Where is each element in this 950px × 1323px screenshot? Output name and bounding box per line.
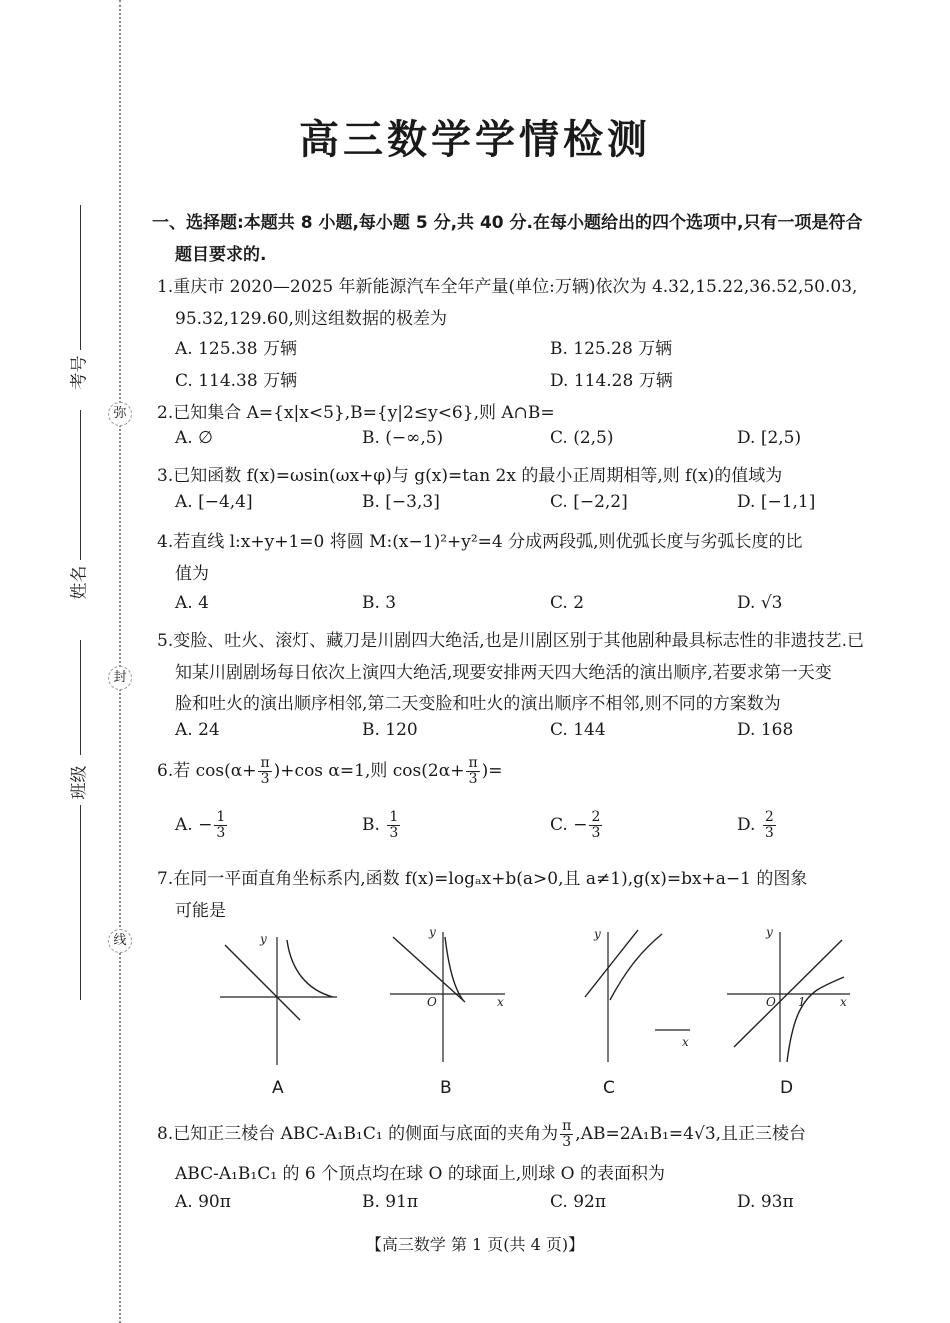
svg-text:y: y [594,927,601,941]
page-footer: 【高三数学 第 1 页(共 4 页)】 [365,1235,585,1254]
q1-stem-line1: 1.重庆市 2020—2025 年新能源汽车全年产量(单位:万辆)依次为 4.32,15.22,36.52,50.03, [157,277,858,297]
q5-stem-line3: 脸和吐火的演出顺序相邻,第二天变脸和吐火的演出顺序不相邻,则不同的方案数为 [175,694,781,714]
seal-mark-xian: 线 [108,929,132,953]
q7-graph-b-label: B [440,1078,452,1098]
q8-option-c: C. 92π [550,1192,607,1212]
q5-option-b: B. 120 [362,720,418,740]
q5-stem-line1: 5.变脸、吐火、滚灯、藏刀是川剧四大绝活,也是川剧区别于其他剧种最具标志性的非遗技艺.已 [157,631,865,651]
q7-graph-a-label: A [272,1078,284,1098]
q2-stem: 2.已知集合 A={x|x<5},B={y|2≤y<6},则 A∩B= [157,403,555,423]
class-line [80,640,81,755]
q7-graph-b [385,922,510,1067]
q2-option-b: B. (−∞,5) [362,428,444,448]
binding-dotted-line [119,0,121,1323]
q8-option-b: B. 91π [362,1192,419,1212]
q2-option-a: A. ∅ [175,428,213,448]
q3-stem: 3.已知函数 f(x)=ωsin(ωx+φ)与 g(x)=tan 2x 的最小正周期相等,则 f(x)的值域为 [157,466,783,486]
q7-graph-c-label: C [603,1078,615,1098]
svg-text:O: O [766,995,776,1009]
page-title: 高三数学学情检测 [299,117,651,163]
seal-mark-mi: 弥 [108,402,132,426]
q8-stem-line1: 8.已知正三棱台 ABC-A₁B₁C₁ 的侧面与底面的夹角为 $\frac{\pi}{3}$ ,AB=2A₁B₁=4√3,且正三棱台 [157,1118,807,1150]
q6-stem-post: )= [481,761,503,781]
q6-option-b: B. $\frac{1}{3}$ [362,809,399,841]
q6-frac-pi-over-3-b: $\frac{\pi}{3}$ [468,755,478,787]
svg-text:O: O [427,995,437,1009]
q8-frac-pi-over-3: $\frac{\pi}{3}$ [562,1118,572,1150]
q6-stem-pre: 6.若 cos(α+ [157,761,257,781]
q1-stem-line2: 95.32,129.60,则这组数据的极差为 [175,309,447,329]
q1-option-d: D. 114.28 万辆 [550,371,673,391]
exam-no-label: 考号 [69,355,90,390]
svg-text:1: 1 [798,995,806,1009]
q1-option-c: C. 114.38 万辆 [175,371,298,391]
q7-graph-d-label: D [780,1078,794,1098]
q3-option-a: A. [−4,4] [175,492,253,512]
q4-option-b: B. 3 [362,593,397,613]
q5-stem-line2: 知某川剧剧场每日依次上演四大绝活,现要安排两天四大绝活的演出顺序,若要求第一天变 [175,663,832,683]
svg-text:y: y [766,925,773,939]
q8-stem-line2: ABC-A₁B₁C₁ 的 6 个顶点均在球 O 的球面上,则球 O 的表面积为 [175,1164,665,1184]
q3-option-c: C. [−2,2] [550,492,628,512]
q7-stem-line2: 可能是 [175,901,226,921]
q8-option-d: D. 93π [737,1192,794,1212]
q6-frac-pi-over-3-a: $\frac{\pi}{3}$ [260,755,270,787]
q7-stem-line1: 7.在同一平面直角坐标系内,函数 f(x)=logₐx+b(a>0,且 a≠1),g(x)=bx+a−1 的图象 [157,869,808,889]
svg-text:y: y [260,932,267,946]
svg-text:x: x [840,995,847,1009]
q4-option-c: C. 2 [550,593,585,613]
name-label: 姓名 [69,565,90,600]
q6-stem-mid: )+cos α=1,则 cos(2α+ [273,761,465,781]
svg-text:x: x [682,1035,689,1049]
section-heading-line2: 题目要求的. [175,245,267,265]
q3-option-d: D. [−1,1] [737,492,816,512]
class-line-lower [80,805,81,1000]
section-heading-line1: 一、选择题:本题共 8 小题,每小题 5 分,共 40 分.在每小题给出的四个选项中,只有一项是符合 [152,213,863,233]
q6-option-d: D. $\frac{2}{3}$ [737,809,774,841]
q7-graph-d [722,922,852,1067]
q8-option-a: A. 90π [175,1192,231,1212]
q7-graph-c [570,922,695,1067]
q5-option-a: A. 24 [175,720,220,740]
q6-stem [157,756,503,787]
svg-text:y: y [429,925,436,939]
q2-option-c: C. (2,5) [550,428,614,448]
q4-option-d: D. √3 [737,593,783,613]
svg-text:x: x [497,995,504,1009]
q5-option-c: C. 144 [550,720,606,740]
q4-option-a: A. 4 [175,593,209,613]
exam-no-line [80,205,81,350]
q3-option-b: B. [−3,3] [362,492,440,512]
q4-stem-line1: 4.若直线 l:x+y+1=0 将圆 M:(x−1)²+y²=4 分成两段弧,则优弧长度与劣弧长度的比 [157,532,803,552]
q5-option-d: D. 168 [737,720,794,740]
q7-graph-a [215,925,340,1070]
q6-option-a: A. − $\frac{1}{3}$ [175,809,226,841]
name-line [80,410,81,560]
q1-option-b: B. 125.28 万辆 [550,339,673,359]
q1-option-a: A. 125.38 万辆 [175,339,297,359]
class-label: 班级 [69,765,90,800]
q2-option-d: D. [2,5) [737,428,802,448]
q6-option-c: C. − $\frac{2}{3}$ [550,809,601,841]
seal-mark-feng: 封 [108,666,132,690]
q4-stem-line2: 值为 [175,564,209,584]
